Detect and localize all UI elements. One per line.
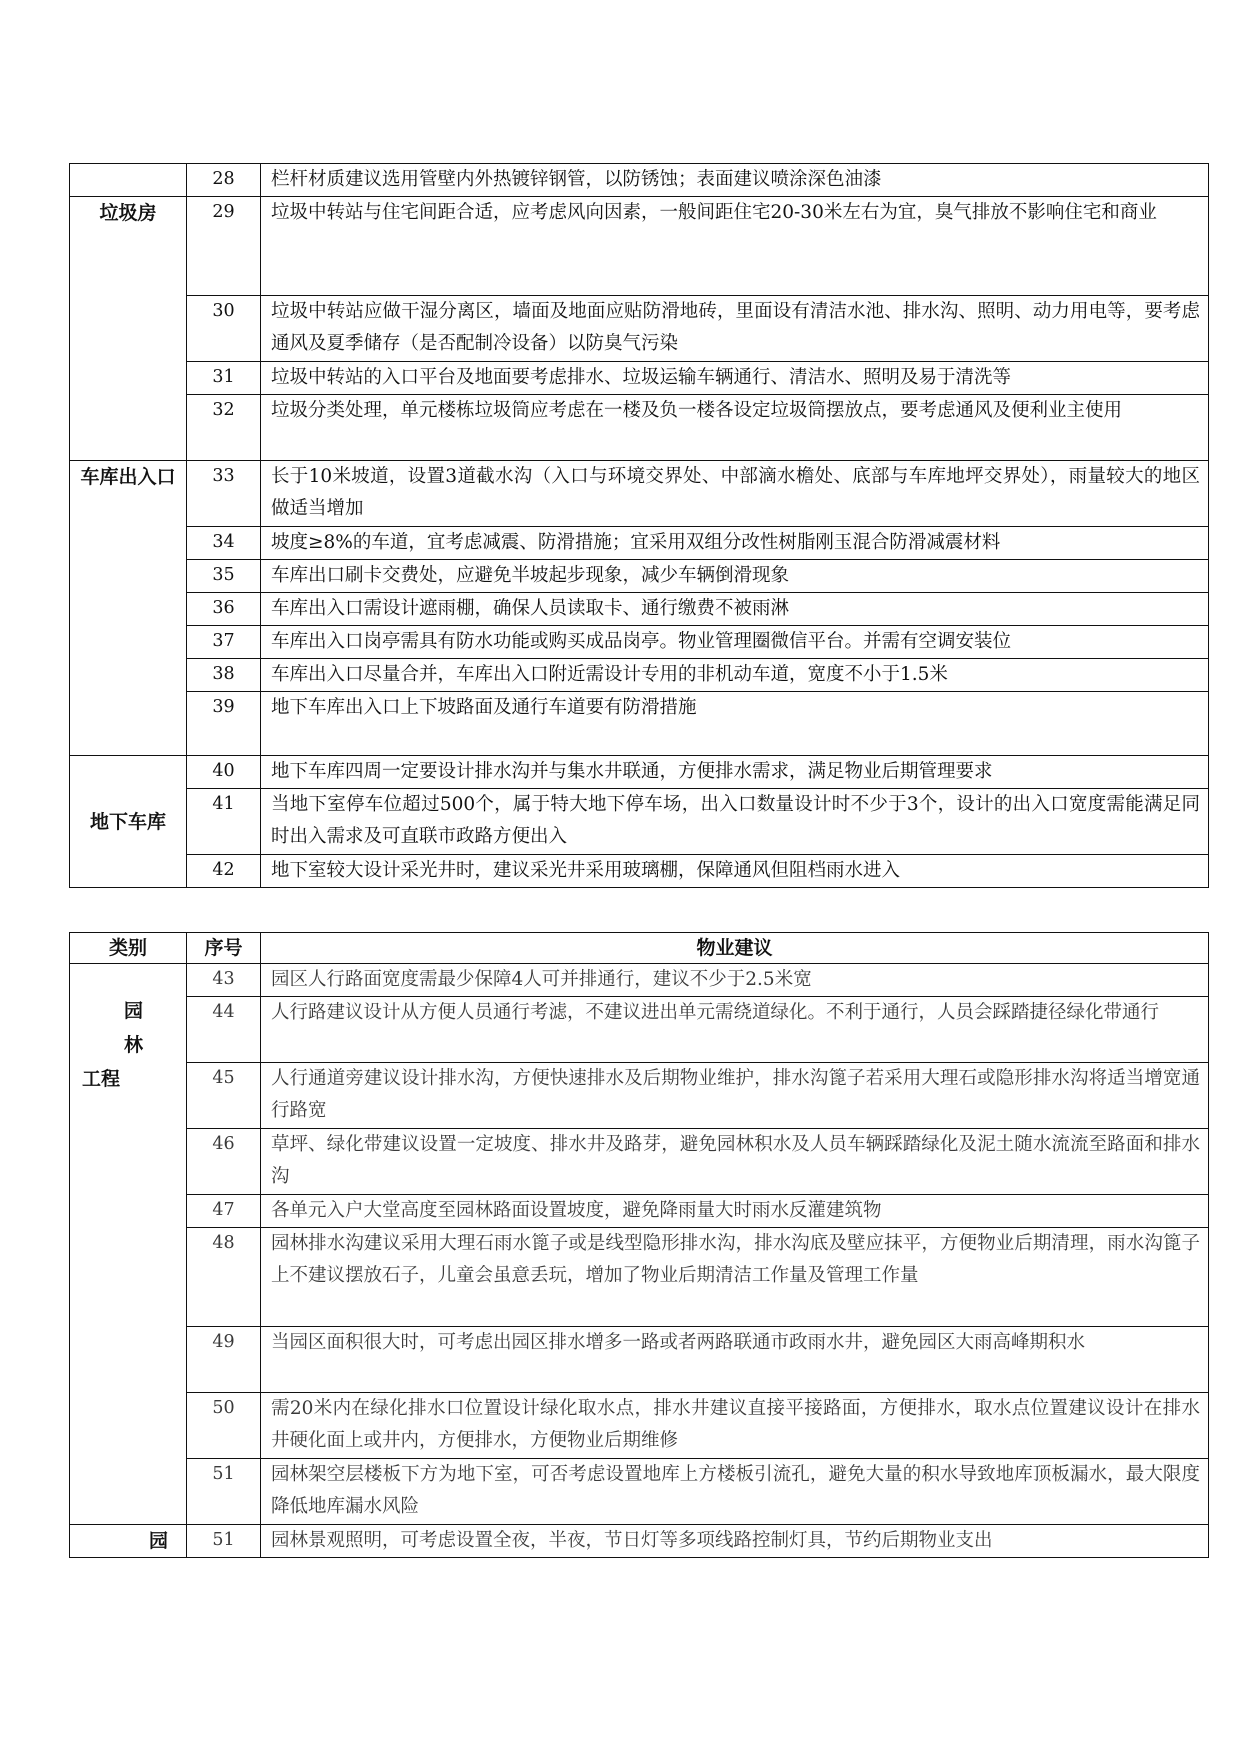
table-row: [70, 395, 1209, 461]
row-number: 31: [187, 362, 261, 395]
row-text: 草坪、绿化带建议设置一定坡度、排水井及路芽，避免园林积水及人员车辆踩踏绿化及泥土随水流流至路面和排水沟: [261, 1129, 1209, 1195]
table-row: [70, 1195, 1209, 1228]
row-text: 车库出入口需设计遮雨棚，确保人员读取卡、通行缴费不被雨淋: [261, 593, 1209, 626]
row-number: 34: [187, 527, 261, 560]
row-number: 43: [187, 964, 261, 997]
row-number: 49: [187, 1327, 261, 1393]
table-row: [70, 1327, 1209, 1393]
row-text: 园区人行路面宽度需最少保障4人可并排通行，建议不少于2.5米宽: [261, 964, 1209, 997]
row-text: 垃圾分类处理，单元楼栋垃圾筒应考虑在一楼及负一楼各设定垃圾筒摆放点，要考虑通风及便利业主使用: [261, 395, 1209, 461]
category-underground-garage: 地下车库: [70, 756, 187, 888]
table-row: [70, 789, 1209, 855]
table-row: [70, 362, 1209, 395]
table-row: [70, 461, 1209, 527]
row-number: 32: [187, 395, 261, 461]
row-number: 45: [187, 1063, 261, 1129]
row-number: 41: [187, 789, 261, 855]
table-row: [70, 164, 1209, 197]
row-text: 当地下室停车位超过500个，属于特大地下停车场，出入口数量设计时不少于3个，设计的出入口宽度需能满足同时出入需求及可直联市政路方便出入: [261, 789, 1209, 855]
row-text: 垃圾中转站与住宅间距合适，应考虑风向因素，一般间距住宅20-30米左右为宜，臭气排放不影响住宅和商业: [261, 197, 1209, 296]
table-row: [70, 1393, 1209, 1459]
row-number: 46: [187, 1129, 261, 1195]
table-row: [70, 1228, 1209, 1327]
header-suggestion: 物业建议: [261, 933, 1209, 964]
table-row: [70, 1459, 1209, 1525]
row-text: 园林架空层楼板下方为地下室，可否考虑设置地库上方楼板引流孔，避免大量的积水导致地库顶板漏水，最大限度降低地库漏水风险: [261, 1459, 1209, 1525]
row-number: 44: [187, 997, 261, 1063]
row-text: 地下车库四周一定要设计排水沟并与集水井联通，方便排水需求，满足物业后期管理要求: [261, 756, 1209, 789]
row-text: 各单元入户大堂高度至园林路面设置坡度，避免降雨量大时雨水反灌建筑物: [261, 1195, 1209, 1228]
row-number: 51: [187, 1525, 261, 1558]
category-landscape: [70, 964, 187, 1525]
row-text: 栏杆材质建议选用管壁内外热镀锌钢管，以防锈蚀；表面建议喷涂深色油漆: [261, 164, 1209, 197]
table-row: [70, 756, 1209, 789]
suggestions-table-1: [69, 163, 1209, 888]
row-number: 42: [187, 855, 261, 888]
table-row: [70, 296, 1209, 362]
row-text: 垃圾中转站应做干湿分离区，墙面及地面应贴防滑地砖，里面设有清洁水池、排水沟、照明、动力用电等，要考虑通风及夏季储存（是否配制冷设备）以防臭气污染: [261, 296, 1209, 362]
row-text: 车库出口刷卡交费处，应避免半坡起步现象，减少车辆倒滑现象: [261, 560, 1209, 593]
table-row: [70, 1063, 1209, 1129]
row-text: 当园区面积很大时，可考虑出园区排水增多一路或者两路联通市政雨水井，避免园区大雨高峰期积水: [261, 1327, 1209, 1393]
table-row: [70, 1129, 1209, 1195]
table-row: [70, 659, 1209, 692]
suggestions-table-2: [69, 932, 1209, 1558]
row-number: 40: [187, 756, 261, 789]
row-number: 36: [187, 593, 261, 626]
category-landscape-line1: 园 林: [124, 1000, 152, 1056]
table-row: [70, 197, 1209, 296]
table-row: [70, 997, 1209, 1063]
row-text: 地下车库出入口上下坡路面及通行车道要有防滑措施: [261, 692, 1209, 756]
row-text: 人行通道旁建议设计排水沟，方便快速排水及后期物业维护，排水沟篦子若采用大理石或隐形排水沟将适当增宽通行路宽: [261, 1063, 1209, 1129]
table-row: [70, 593, 1209, 626]
row-number: 47: [187, 1195, 261, 1228]
header-number: 序号: [187, 933, 261, 964]
row-text: 垃圾中转站的入口平台及地面要考虑排水、垃圾运输车辆通行、清洁水、照明及易于清洗等: [261, 362, 1209, 395]
row-number: 39: [187, 692, 261, 756]
row-number: 48: [187, 1228, 261, 1327]
row-text: 园林景观照明，可考虑设置全夜，半夜，节日灯等多项线路控制灯具，节约后期物业支出: [261, 1525, 1209, 1558]
table-row: [70, 527, 1209, 560]
table-row: [70, 560, 1209, 593]
table-row: [70, 855, 1209, 888]
table-row: [70, 1525, 1209, 1558]
row-number: 50: [187, 1393, 261, 1459]
row-text: 地下室较大设计采光井时，建议采光井采用玻璃棚，保障通风但阻档雨水进入: [261, 855, 1209, 888]
row-text: 园林排水沟建议采用大理石雨水篦子或是线型隐形排水沟，排水沟底及壁应抹平，方便物业后期清理，雨水沟篦子上不建议摆放石子，儿童会虽意丢玩，增加了物业后期清洁工作量及管理工作量: [261, 1228, 1209, 1327]
row-number: 37: [187, 626, 261, 659]
row-text: 坡度≥8%的车道，宜考虑减震、防滑措施；宜采用双组分改性树脂刚玉混合防滑减震材料: [261, 527, 1209, 560]
category-garage-entrance: 车库出入口: [70, 461, 187, 756]
row-text: 人行路建议设计从方便人员通行考滤，不建议进出单元需绕道绿化。不利于通行，人员会踩踏捷径绿化带通行: [261, 997, 1209, 1063]
table-row: [70, 964, 1209, 997]
row-number: 33: [187, 461, 261, 527]
table-row: [70, 626, 1209, 659]
row-number: 35: [187, 560, 261, 593]
category-landscape-cont: 园: [70, 1525, 187, 1558]
row-number: 51: [187, 1459, 261, 1525]
row-text: 长于10米坡道，设置3道截水沟（入口与环境交界处、中部滴水檐处、底部与车库地坪交界处），雨量较大的地区做适当增加: [261, 461, 1209, 527]
row-text: 车库出入口岗亭需具有防水功能或购买成品岗亭。物业管理圈微信平台。并需有空调安装位: [261, 626, 1209, 659]
row-number: 38: [187, 659, 261, 692]
row-number: 28: [187, 164, 261, 197]
table-header-row: [70, 933, 1209, 964]
header-category: 类别: [70, 933, 187, 964]
row-text: 车库出入口尽量合并，车库出入口附近需设计专用的非机动车道，宽度不小于1.5米: [261, 659, 1209, 692]
table-row: [70, 692, 1209, 756]
row-number: 30: [187, 296, 261, 362]
row-text: 需20米内在绿化排水口位置设计绿化取水点，排水井建议直接平接路面，方便排水，取水点位置建议设计在排水井硬化面上或井内，方便排水，方便物业后期维修: [261, 1393, 1209, 1459]
category-garbage-room: 垃圾房: [70, 197, 187, 461]
category-landscape-line2: 工程: [82, 1068, 121, 1090]
row-number: 29: [187, 197, 261, 296]
category-cell: [70, 164, 187, 197]
